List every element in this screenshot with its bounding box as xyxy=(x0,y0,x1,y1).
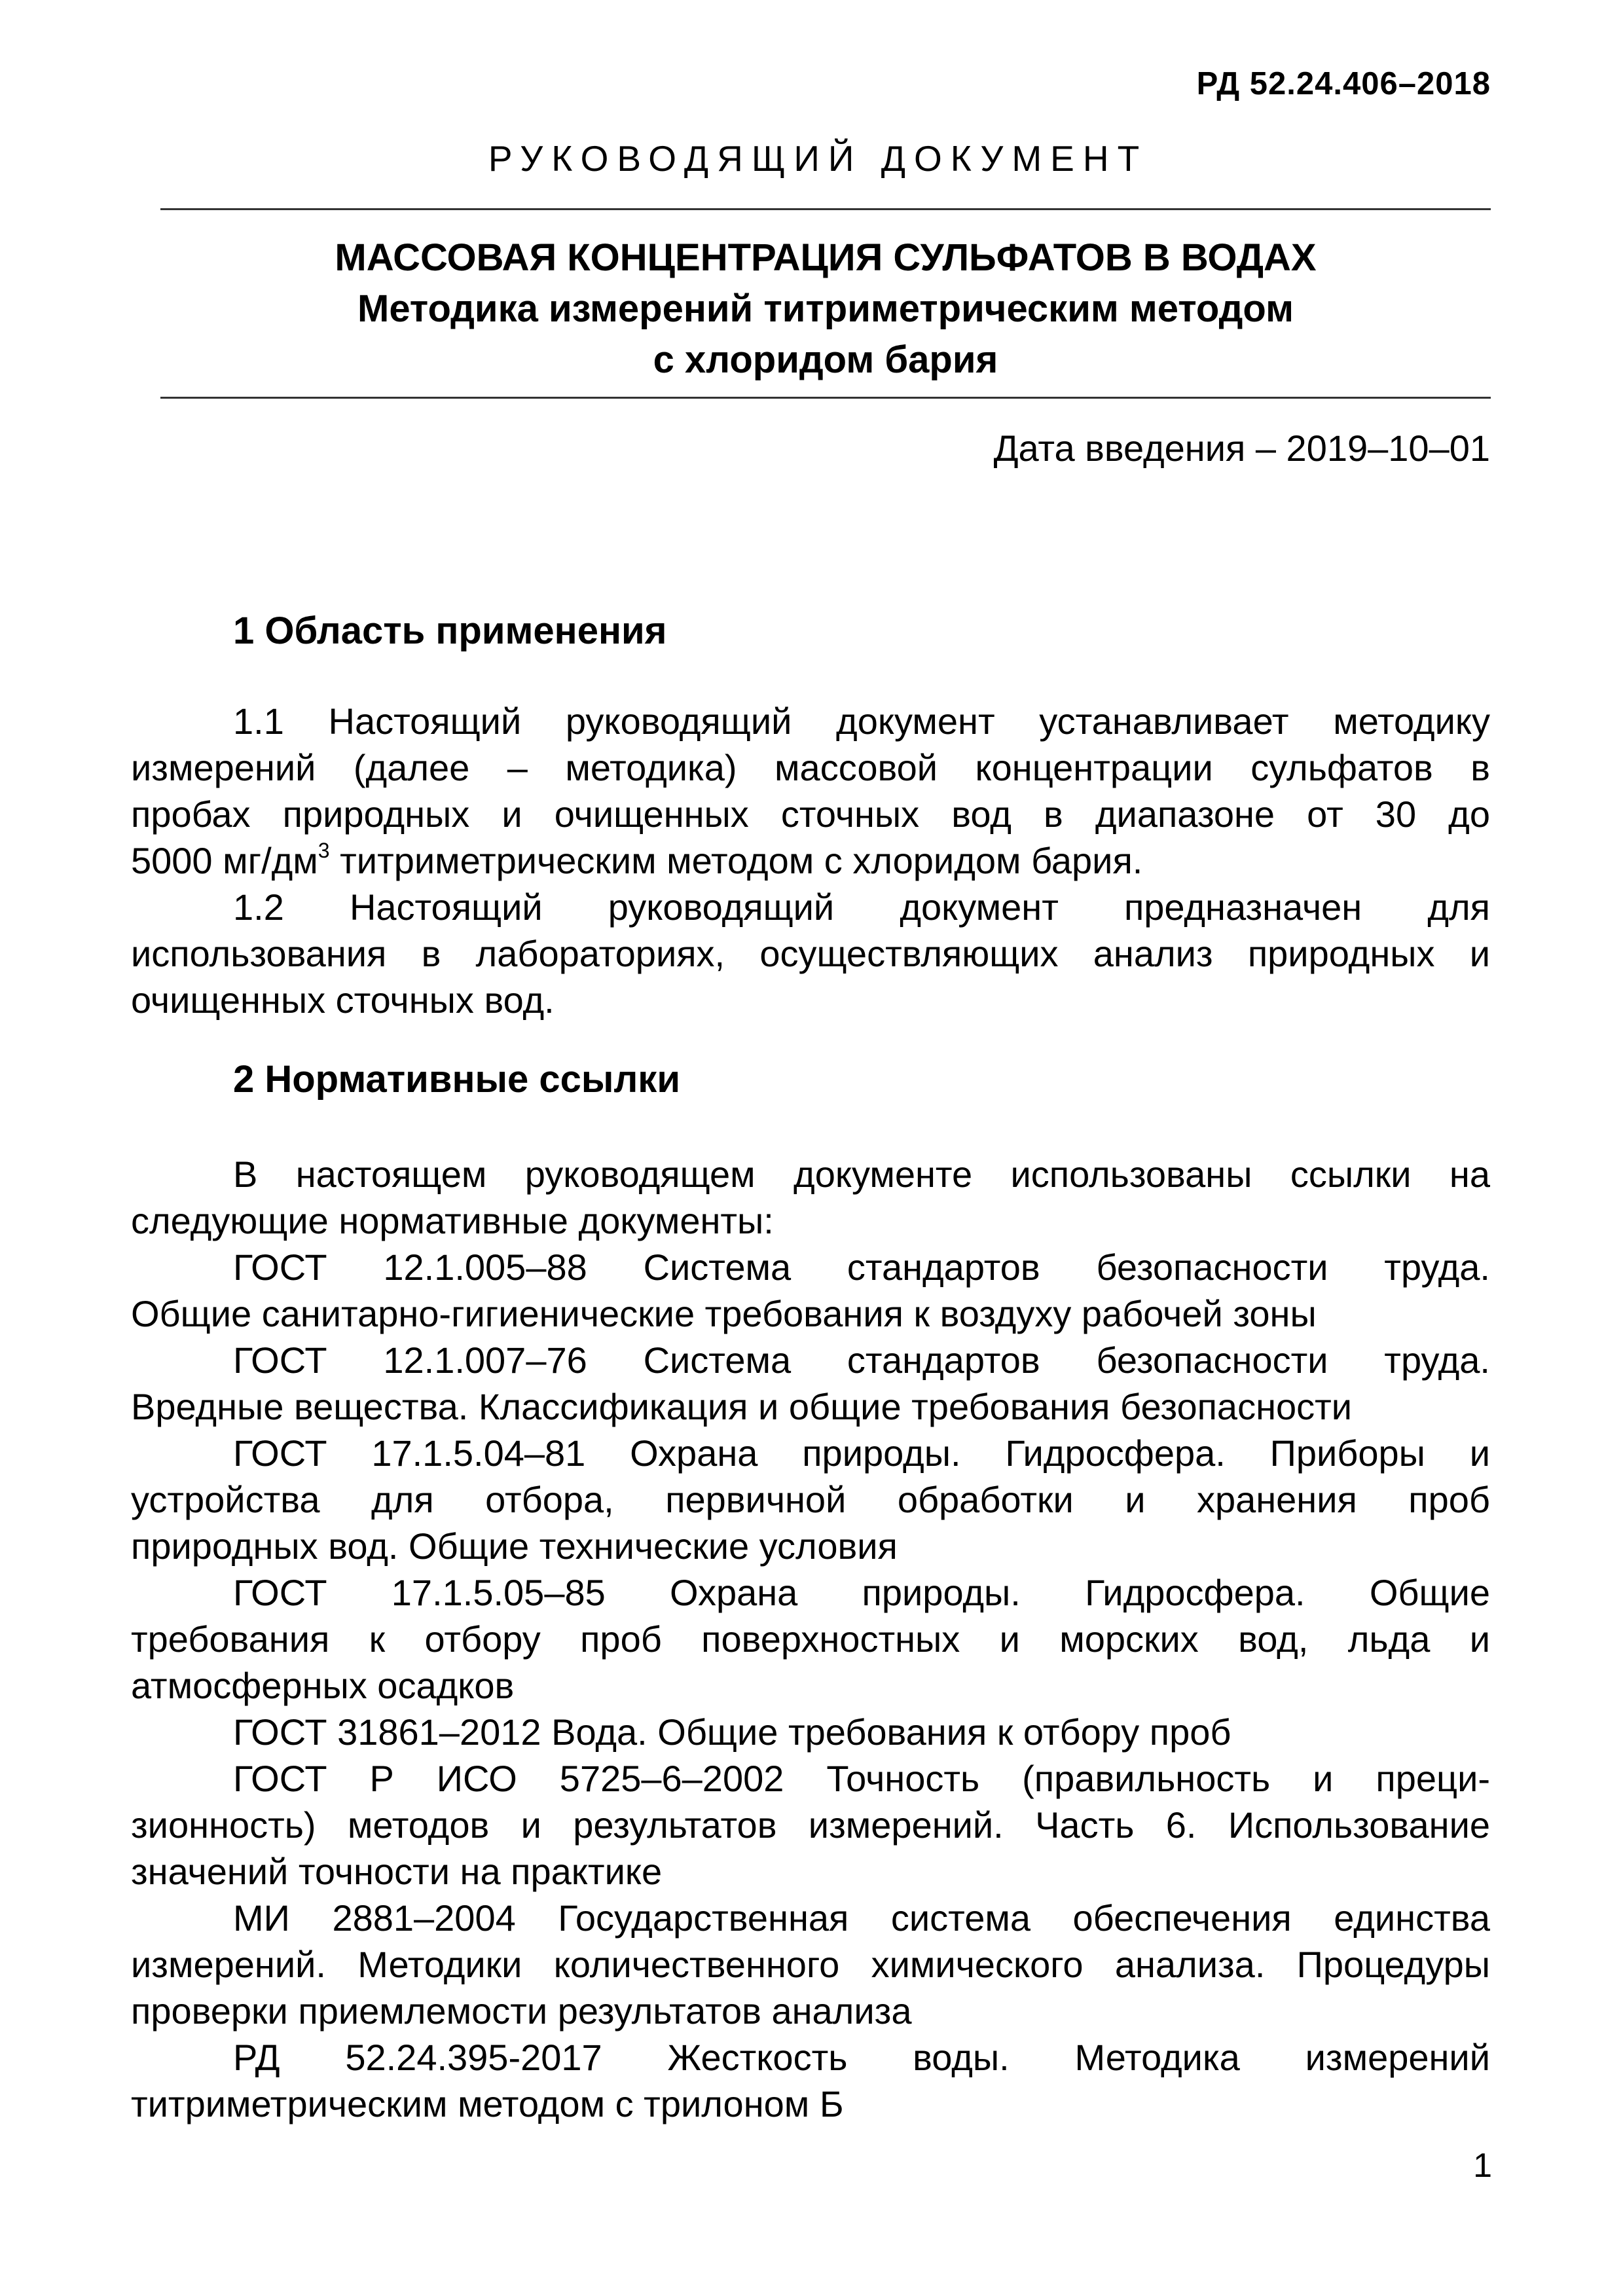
reference-line: измерений. Методики количественного химического анализа. Процедуры xyxy=(131,1944,1490,1985)
document-code: РД 52.24.406–2018 xyxy=(1196,66,1491,101)
text-line: пробах природных и очищенных сточных вод в диапазоне от 30 до xyxy=(131,793,1490,835)
text-line: 1.1 Настоящий руководящий документ устанавливает методику xyxy=(233,701,1490,742)
text-fragment: 5000 мг/дм xyxy=(131,840,318,881)
reference-line: РД 52.24.395-2017 Жесткость воды. Методика измерений xyxy=(233,2037,1490,2078)
text-fragment: титриметрическим методом с хлоридом бария. xyxy=(329,840,1143,881)
reference-line: атмосферных осадков xyxy=(131,1665,515,1706)
paragraph-1-2 xyxy=(131,884,1490,1023)
reference-line: ГОСТ 17.1.5.05–85 Охрана природы. Гидросфера. Общие xyxy=(233,1572,1490,1613)
page-number: 1 xyxy=(1473,2147,1492,2185)
text-line: В настоящем руководящем документе использованы ссылки на xyxy=(233,1154,1490,1195)
text-line: использования в лабораториях, осуществляющих анализ природных и xyxy=(131,933,1490,974)
bottom-rule xyxy=(160,397,1491,399)
document-type: РУКОВОДЯЩИЙ ДОКУМЕНТ xyxy=(488,138,1148,179)
reference-line: Вредные вещества. Классификация и общие требования безопасности xyxy=(131,1386,1353,1427)
title-line-2: Методика измерений титриметрическим методом xyxy=(357,287,1294,330)
reference-line: зионность) методов и результатов измерений. Часть 6. Использование xyxy=(131,1804,1490,1846)
reference-line: требования к отбору проб поверхностных и морских вод, льда и xyxy=(131,1618,1490,1660)
reference-line: МИ 2881–2004 Государственная система обеспечения единства xyxy=(233,1897,1490,1939)
reference-line: титриметрическим методом с трилоном Б xyxy=(131,2083,844,2124)
reference-line: устройства для отбора, первичной обработки и хранения проб xyxy=(131,1479,1490,1520)
text-line xyxy=(131,837,1490,884)
reference-line: значений точности на практике xyxy=(131,1851,663,1892)
title-line-1: МАССОВАЯ КОНЦЕНТРАЦИЯ СУЛЬФАТОВ В ВОДАХ xyxy=(335,236,1317,279)
superscript: 3 xyxy=(318,839,330,862)
section-1-heading: 1 Область применения xyxy=(233,610,667,652)
document-title xyxy=(160,232,1491,386)
reference-line: природных вод. Общие технические условия xyxy=(131,1525,898,1567)
reference-line: ГОСТ 12.1.005–88 Система стандартов безопасности труда. xyxy=(233,1247,1490,1288)
reference-line: Общие санитарно-гигиенические требования к воздуху рабочей зоны xyxy=(131,1293,1317,1334)
reference-line: ГОСТ Р ИСО 5725–6–2002 Точность (правильность и преци- xyxy=(233,1758,1490,1799)
top-rule xyxy=(160,208,1491,210)
reference-line: проверки приемлемости результатов анализа xyxy=(131,1990,912,2032)
reference-line: ГОСТ 31861–2012 Вода. Общие требования к отбору проб xyxy=(233,1711,1231,1753)
text-line: 1.2 Настоящий руководящий документ предназначен для xyxy=(233,886,1490,928)
paragraph-1-1 xyxy=(131,698,1490,884)
text-line: следующие нормативные документы: xyxy=(131,1200,774,1241)
reference-line: ГОСТ 17.1.5.04–81 Охрана природы. Гидросфера. Приборы и xyxy=(233,1432,1490,1474)
reference-line: ГОСТ 12.1.007–76 Система стандартов безопасности труда. xyxy=(233,1339,1490,1381)
text-line: очищенных сточных вод. xyxy=(131,979,555,1021)
section-2-heading: 2 Нормативные ссылки xyxy=(233,1058,680,1101)
title-line-3: с хлоридом бария xyxy=(653,338,998,381)
introduction-date: Дата введения – 2019–10–01 xyxy=(993,428,1490,469)
references-section xyxy=(131,1151,1490,2127)
text-line: измерений (далее – методика) массовой концентрации сульфатов в xyxy=(131,747,1490,788)
